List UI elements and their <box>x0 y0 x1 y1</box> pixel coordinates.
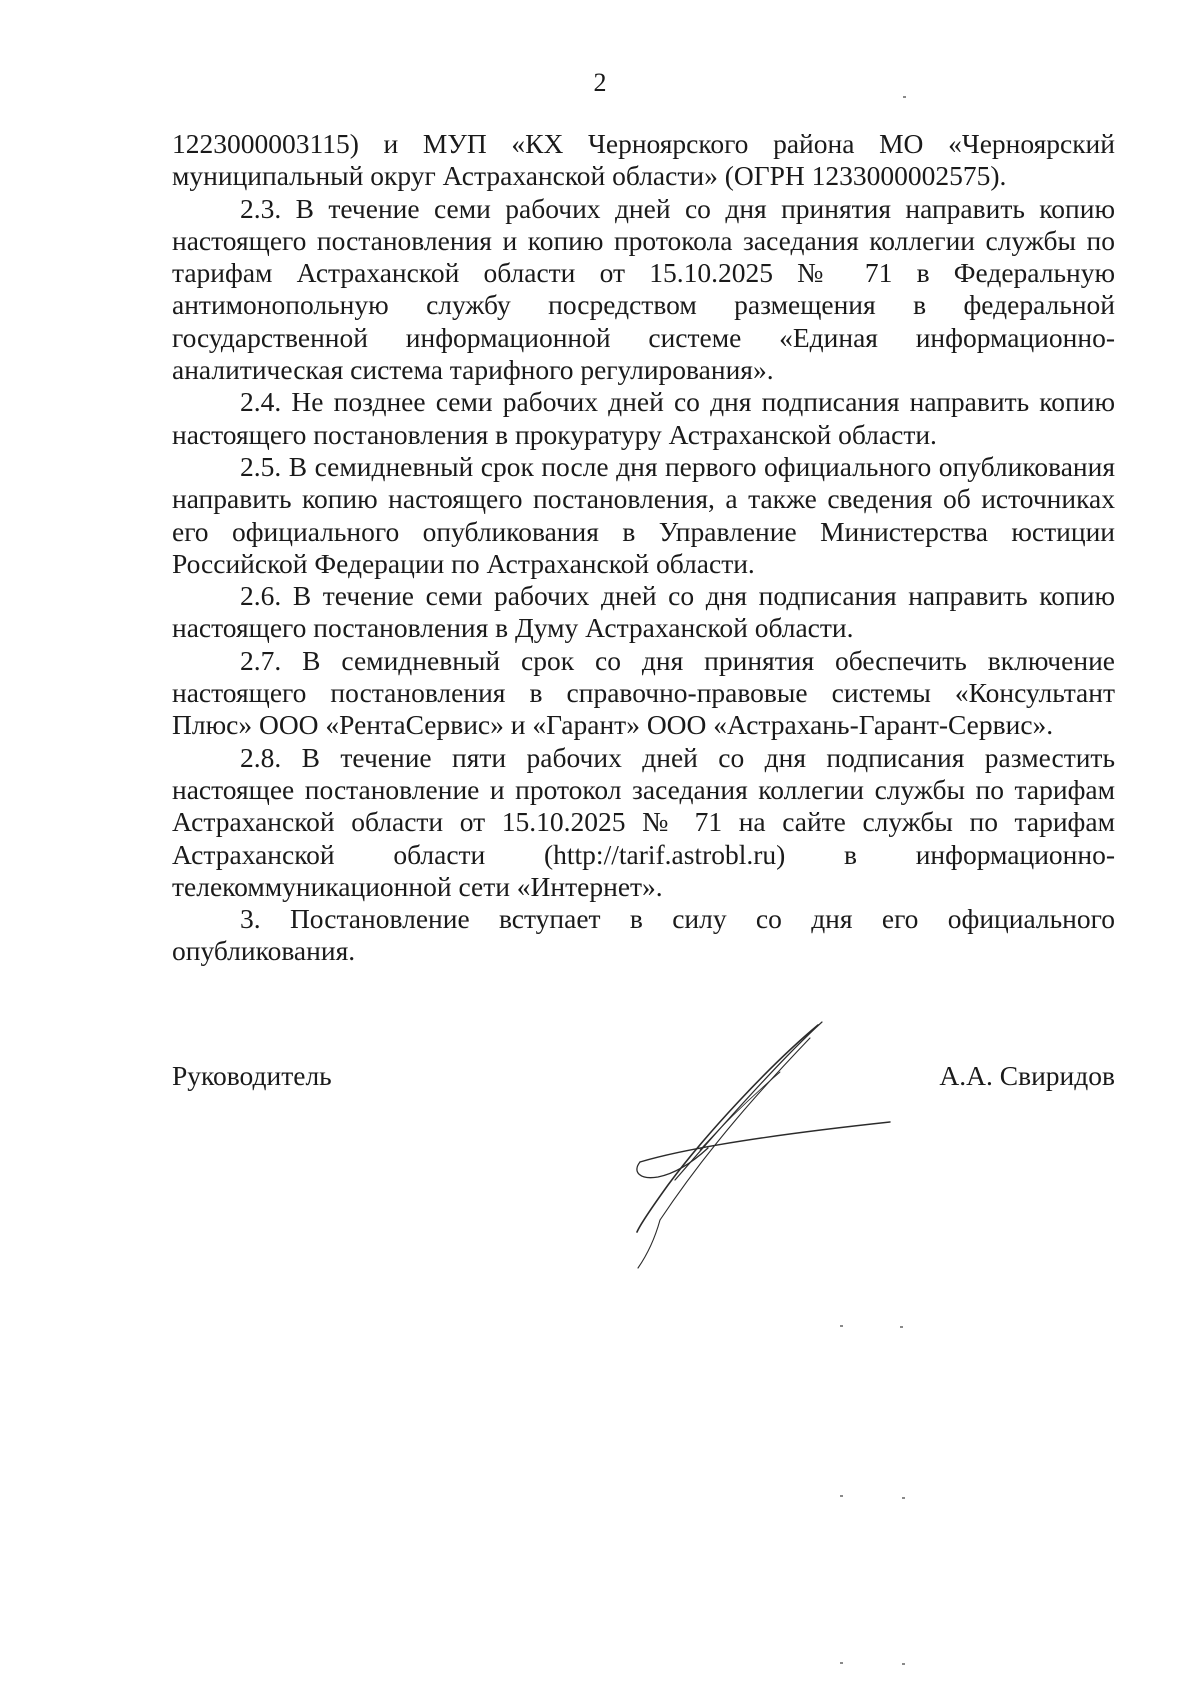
scan-artifact <box>840 1662 843 1664</box>
paragraph-item-2-4: 2.4. Не позднее семи рабочих дней со дня подписания направить копию настоящего постановления в прокуратуру Астраханской области. <box>172 386 1115 450</box>
paragraph-item-2-8: 2.8. В течение пяти рабочих дней со дня подписания разместить настоящее постановление и протокол заседания коллегии службы по тарифам Астраханской области от 15.10.2025 № 71 на сайте службы по тарифам Астраханской области (http://tarif.astrobl.ru) в информационно-телекоммуникационной сети «Интернет». <box>172 741 1115 902</box>
paragraph-item-2-3: 2.3. В течение семи рабочих дней со дня принятия направить копию настоящего постановления и копию протокола заседания коллегии службы по тарифам Астраханской области от 15.10.2025 № 71 в Федеральную антимонопольную службу посредством размещения в федеральной государственной информационной системе «Единая информационно-аналитическая система тарифного регулирования». <box>172 192 1115 386</box>
paragraph-item-2-6: 2.6. В течение семи рабочих дней со дня подписания направить копию настоящего постановления в Думу Астраханской области. <box>172 580 1115 644</box>
document-body <box>172 128 1115 968</box>
scan-artifact <box>903 96 906 98</box>
scan-artifact <box>840 1495 843 1497</box>
scan-artifact <box>840 1325 843 1327</box>
paragraph-item-3: 3. Постановление вступает в силу со дня его официального опубликования. <box>172 903 1115 967</box>
handwritten-signature <box>600 1010 920 1270</box>
paragraph-item-2-5: 2.5. В семидневный срок после дня первого официального опубликования направить копию настоящего постановления, а также сведения об источниках его официального опубликования в Управление Министерства юстиции Российской Федерации по Астраханской области. <box>172 450 1115 579</box>
paragraph-continuation: 1223000003115) и МУП «КХ Черноярского района МО «Черноярский муниципальный округ Астраханской области» (ОГРН 1233000002575). <box>172 128 1115 192</box>
page-number: 2 <box>593 68 607 97</box>
signer-title: Руководитель <box>172 1060 332 1091</box>
scan-artifact <box>900 1326 903 1328</box>
paragraph-item-2-7: 2.7. В семидневный срок со дня принятия обеспечить включение настоящего постановления в справочно-правовые системы «Консультант Плюс» ООО «РентаСервис» и «Гарант» ООО «Астрахань-Гарант-Сервис». <box>172 644 1115 741</box>
scan-artifact <box>902 1663 905 1665</box>
signer-name: А.А. Свиридов <box>939 1060 1115 1091</box>
scan-artifact <box>902 1497 905 1499</box>
